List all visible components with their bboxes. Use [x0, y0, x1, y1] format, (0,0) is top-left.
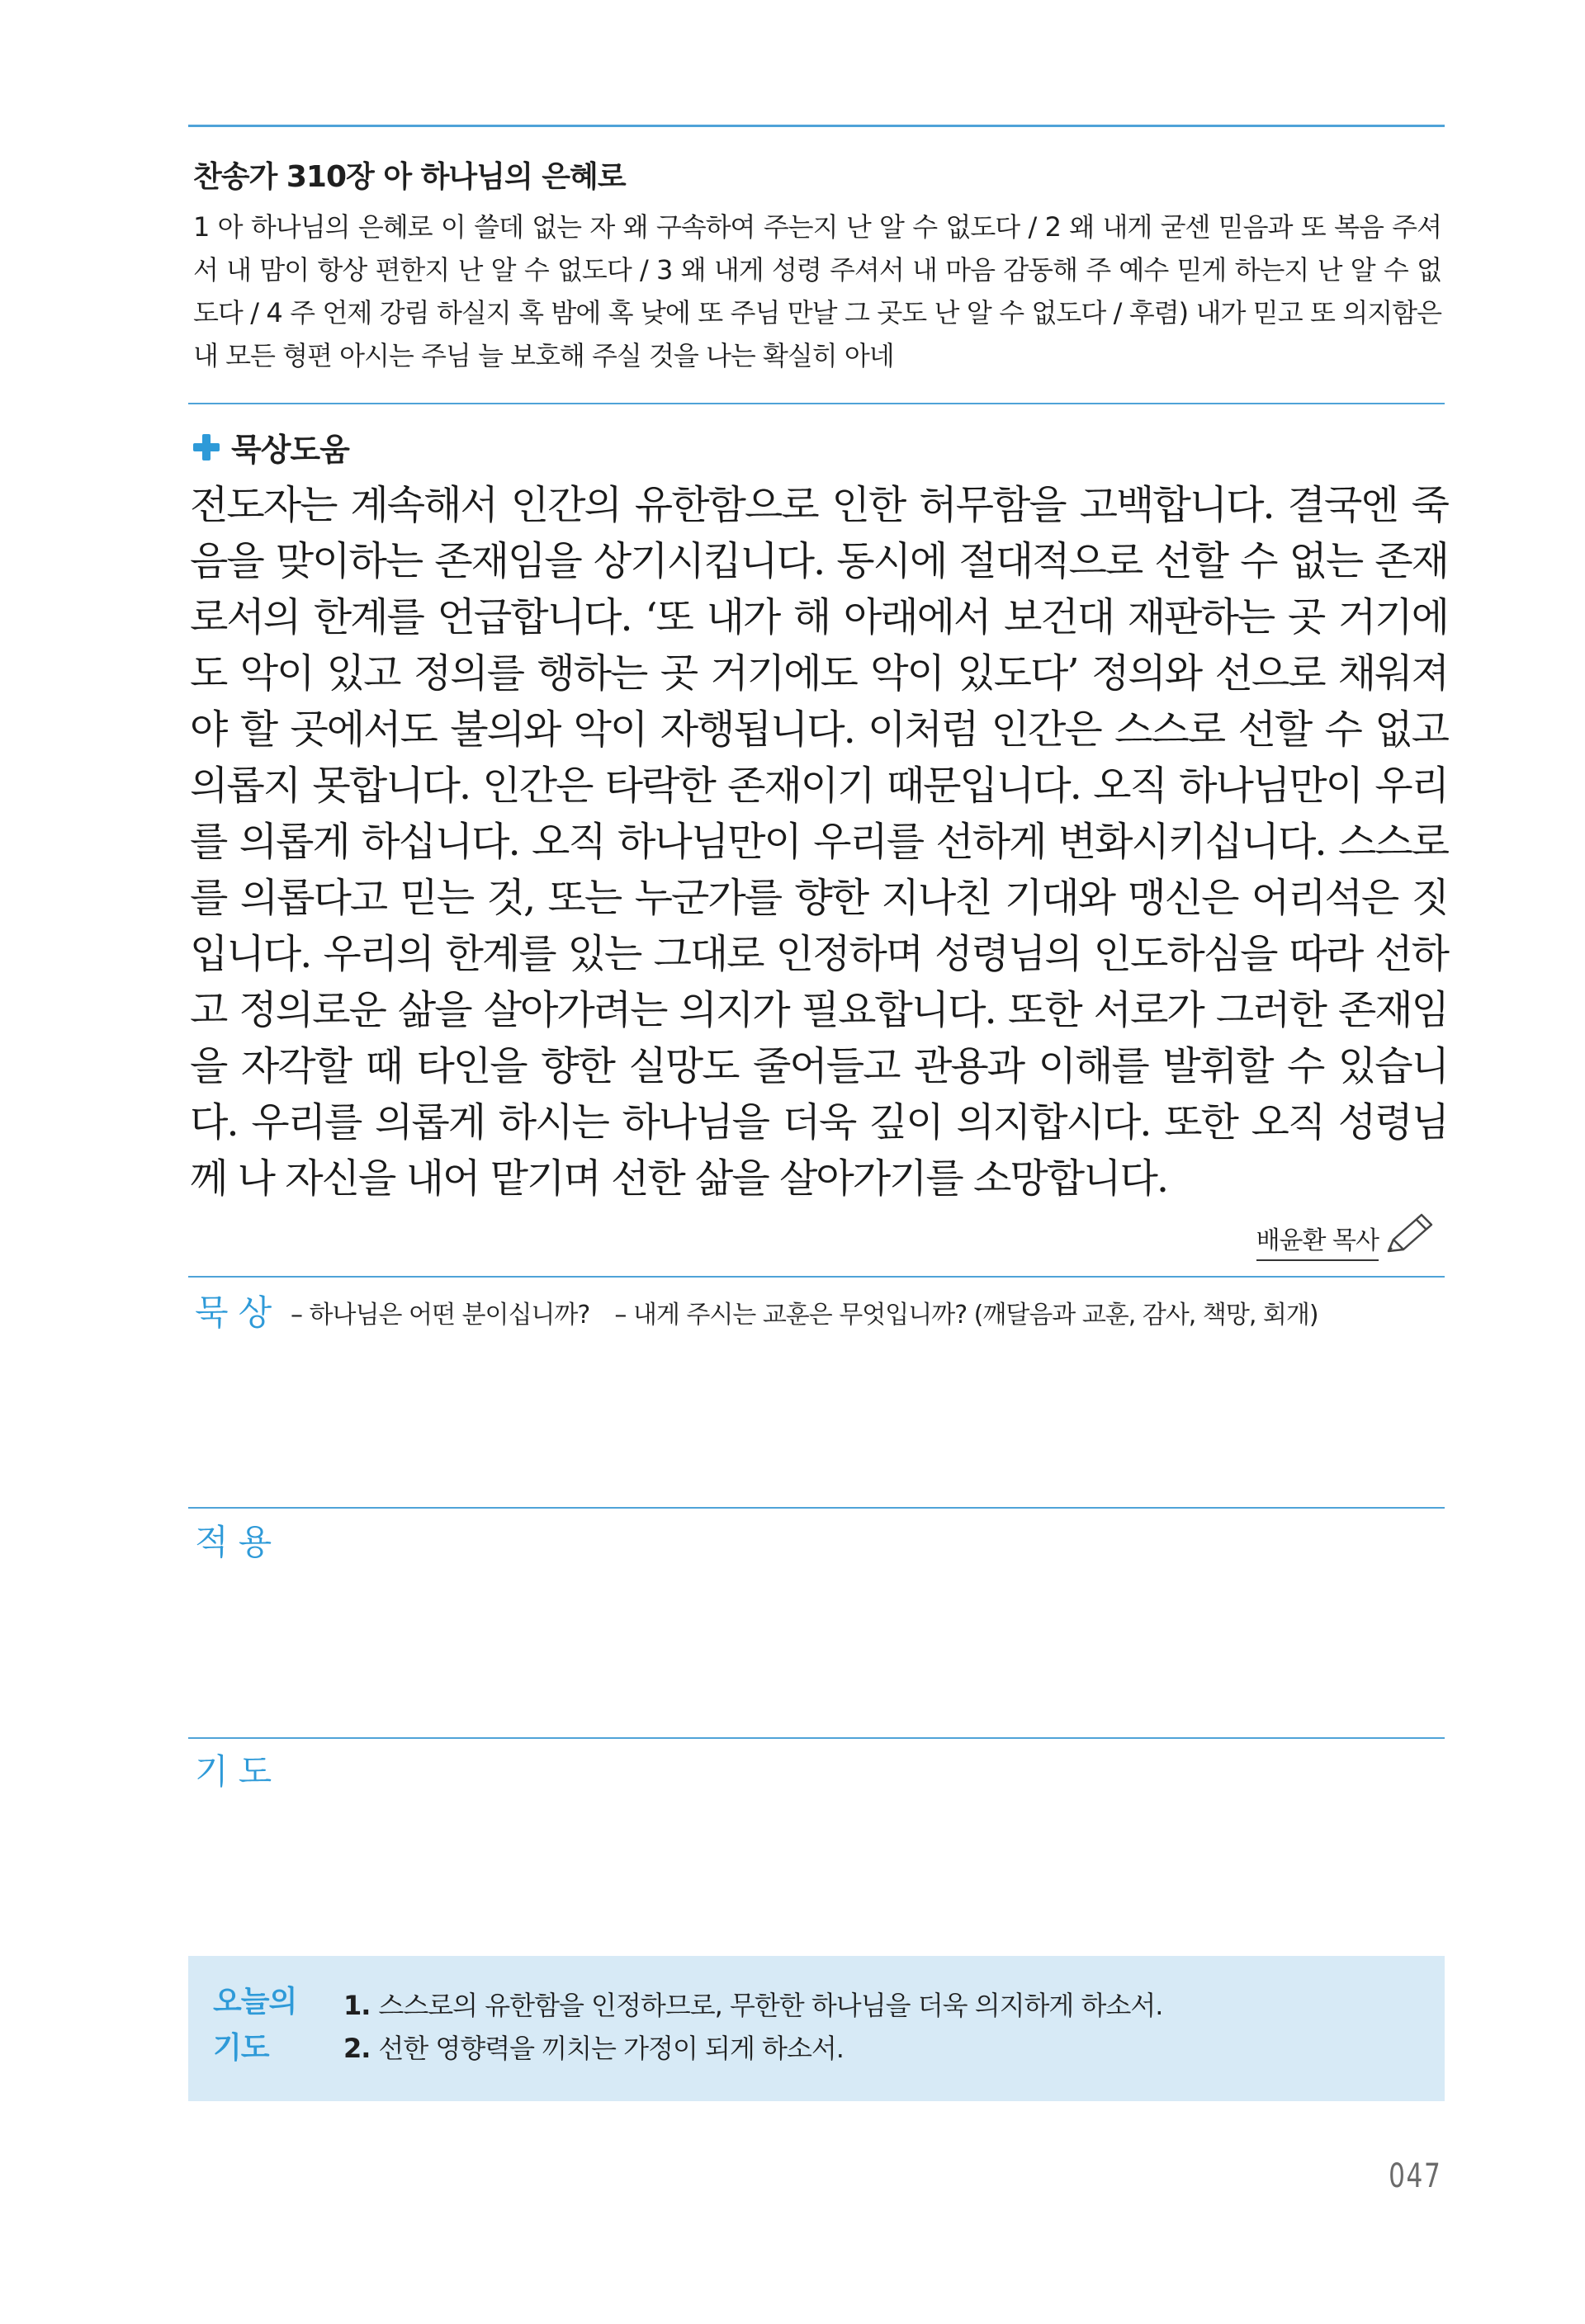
today-prayer-label — [213, 1979, 296, 2071]
top-divider — [188, 125, 1445, 127]
item-number: 1. — [343, 1990, 371, 2021]
prayer-divider — [188, 1737, 1445, 1739]
meditation-help-title: 묵상도움 — [231, 432, 349, 468]
meditation-help-body: 전도자는 계속해서 인간의 유한함으로 인한 허무함을 고백합니다. 결국엔 죽음을 맞이하는 존재임을 상기시킵니다. 동시에 절대적으로 선할 수 없는 존재로서의 한계를 언급합니다. ‘또 내가 해 아래에서 보건대 재판하는 곳 거기에도 악이 있고 정의를 행하는 곳 거기에도 악이 있도다’ 정의와 선으로 채워져야 할 곳에서도 불의와 악이 자행됩니다. 이처럼 인간은 스스로 선할 수 없고 의롭지 못합니다. 인간은 타락한 존재이기 때문입니다. 오직 하나님만이 우리를 의롭게 하십니다. 오직 하나님만이 우리를 선하게 변화시키십니다. 스스로를 의롭다고 믿는 것, 또는 누군가를 향한 지나친 기대와 맹신은 어리석은 짓입니다. 우리의 한계를 있는 그대로 인정하며 성령님의 인도하심을 따라 선하고 정의로운 삶을 살아가려는 의지가 필요합니다. 또한 서로가 그러한 존재임을 자각할 때 타인을 향한 실망도 줄어들고 관용과 이해를 발휘할 수 있습니다. 우리를 의롭게 하시는 하나님을 더욱 깊이 의지합시다. 또한 오직 성령님께 나 자신을 내어 맡기며 선한 삶을 살아가기를 소망합니다. — [190, 482, 1448, 1202]
application-label: 적용 — [195, 1522, 282, 1562]
prayer-label: 기도 — [195, 1751, 282, 1792]
meditation-label: 묵상 — [195, 1292, 282, 1333]
author-signature — [1256, 1210, 1436, 1261]
meditation-question: – 내게 주시는 교훈은 무엇입니까? (깨달음과 교훈, 감사, 책망, 회개) — [614, 1301, 1318, 1330]
today-prayer-item — [343, 1984, 1162, 2027]
application-divider — [188, 1507, 1445, 1509]
today-prayer-box — [188, 1956, 1445, 2101]
item-text: 선한 영향력을 끼치는 가정이 되게 하소서. — [378, 2033, 844, 2064]
today-prayer-label-line: 오늘의 — [213, 1985, 297, 2019]
meditation-divider — [188, 1276, 1445, 1278]
hymn-lyrics: 1 아 하나님의 은혜로 이 쓸데 없는 자 왜 구속하여 주는지 난 알 수 없도다 / 2 왜 내게 굳센 믿음과 또 복음 주셔서 내 맘이 항상 편한지 난 알 수 없도다 / 3 왜 내게 성령 주셔서 내 마음 감동해 주 예수 믿게 하는지 난 알 수 없도다 / 4 주 언제 강림 하실지 혹 밤에 혹 낮에 또 주님 만날 그 곳도 난 알 수 없도다 / 후렴) 내가 믿고 또 의지함은 내 모든 형편 아시는 주님 늘 보호해 주실 것을 나는 확실히 아네 — [193, 211, 1441, 371]
plus-icon — [192, 432, 221, 462]
meditation-help-heading — [192, 424, 349, 470]
hymn-section — [193, 154, 1441, 377]
author-name: 배윤환 목사 — [1256, 1220, 1379, 1261]
hymn-divider — [188, 403, 1445, 404]
meditation-questions — [291, 1294, 1343, 1330]
meditation-question: – 하나님은 어떤 분이십니까? — [291, 1301, 590, 1330]
today-prayer-label-line: 기도 — [213, 2031, 269, 2065]
hymn-title: 찬송가 310장 아 하나님의 은혜로 — [193, 160, 626, 194]
pencil-icon — [1382, 1210, 1436, 1261]
item-number: 2. — [343, 2033, 371, 2064]
today-prayer-item — [343, 2027, 1162, 2070]
page-number: 047 — [1388, 2157, 1441, 2195]
today-prayer-list — [343, 1984, 1162, 2070]
item-text: 스스로의 유한함을 인정하므로, 무한한 하나님을 더욱 의지하게 하소서. — [378, 1990, 1163, 2021]
